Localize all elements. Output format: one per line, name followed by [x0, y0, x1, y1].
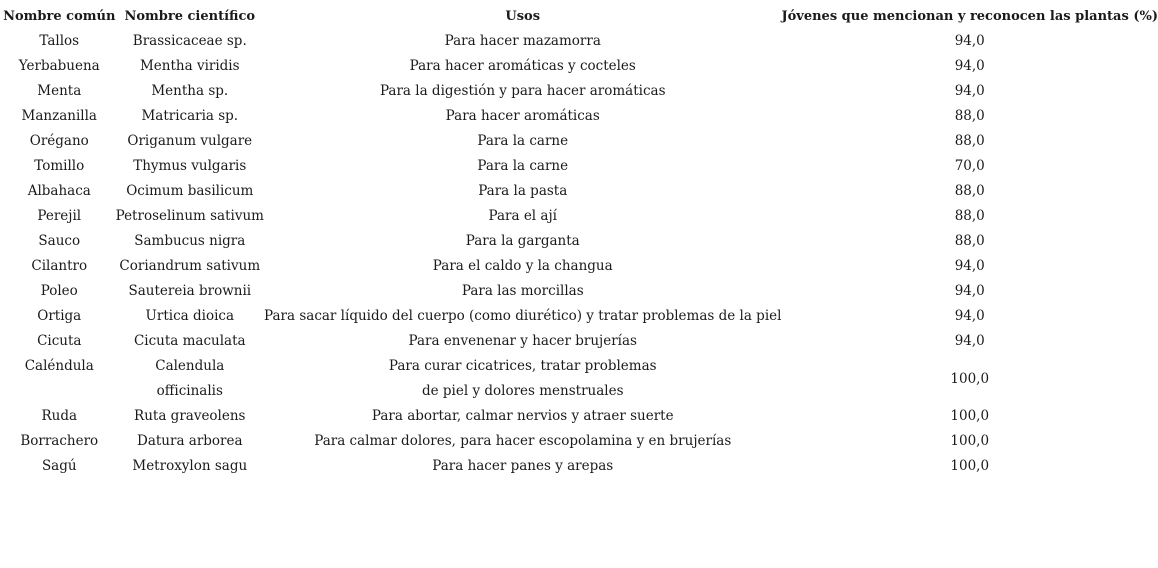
- table-row: [3, 79, 1158, 104]
- cell-uses: [264, 104, 781, 129]
- table-body: [3, 29, 1158, 479]
- scientific-name-line: Metroxylon sagu: [132, 458, 248, 474]
- cell-scientific-name: [116, 404, 265, 429]
- cell-scientific-name: [116, 54, 265, 79]
- cell-uses: [264, 129, 781, 154]
- scientific-name-line: Coriandrum sativum: [119, 258, 261, 274]
- header-scientific-name: Nombre científico: [124, 9, 256, 24]
- header-common-name: Nombre común: [3, 9, 116, 24]
- cell-percent: 94,0: [954, 258, 985, 274]
- cell-scientific-name: [116, 129, 265, 154]
- cell-uses: [264, 204, 781, 229]
- cell-scientific-name: [116, 329, 265, 354]
- table-row: [3, 129, 1158, 154]
- cell-common-name: Cilantro: [31, 258, 88, 274]
- table-row: [3, 54, 1158, 79]
- uses-line: Para hacer mazamorra: [444, 33, 601, 49]
- table-row: [3, 279, 1158, 304]
- scientific-name-line: Origanum vulgare: [127, 133, 253, 149]
- cell-uses: [264, 179, 781, 204]
- cell-scientific-name: [116, 354, 265, 404]
- header-percent: Jóvenes que mencionan y reconocen las plantas (%): [781, 9, 1158, 24]
- uses-line: Para hacer aromáticas: [445, 108, 600, 124]
- cell-uses: [264, 54, 781, 79]
- cell-common-name: Orégano: [29, 133, 89, 149]
- cell-common-name: Sauco: [38, 233, 81, 249]
- scientific-name-line: Petroselinum sativum: [115, 208, 264, 224]
- cell-percent: 100,0: [950, 370, 990, 387]
- cell-percent: 88,0: [954, 133, 985, 149]
- cell-scientific-name: [116, 179, 265, 204]
- cell-common-name: Cicuta: [37, 333, 82, 349]
- cell-common-name: Tomillo: [34, 158, 85, 174]
- plants-table: [3, 4, 1158, 479]
- scientific-name-line: Mentha viridis: [139, 58, 240, 74]
- cell-scientific-name: [116, 204, 265, 229]
- cell-uses: [264, 454, 781, 479]
- uses-line: Para el caldo y la changua: [432, 258, 613, 274]
- cell-uses: [264, 329, 781, 354]
- cell-scientific-name: [116, 154, 265, 179]
- uses-line: Para el ají: [488, 208, 557, 224]
- uses-line: Para la pasta: [478, 183, 568, 199]
- cell-percent: 94,0: [954, 58, 985, 74]
- table-header-row: [3, 4, 1158, 29]
- cell-percent: 88,0: [954, 208, 985, 224]
- scientific-name-line: Brassicaceae sp.: [132, 33, 247, 49]
- cell-uses: [264, 279, 781, 304]
- uses-line: Para abortar, calmar nervios y atraer suerte: [371, 408, 674, 424]
- cell-common-name: Poleo: [40, 283, 78, 299]
- cell-scientific-name: [116, 254, 265, 279]
- cell-scientific-name: [116, 304, 265, 329]
- uses-line: Para curar cicatrices, tratar problemas: [388, 358, 657, 374]
- uses-line: Para la garganta: [465, 233, 580, 249]
- cell-common-name: Perejil: [37, 208, 82, 224]
- cell-percent: 94,0: [954, 83, 985, 99]
- cell-common-name: Ruda: [41, 408, 78, 424]
- uses-line: de piel y dolores menstruales: [421, 383, 624, 399]
- uses-line: Para envenenar y hacer brujerías: [408, 333, 637, 349]
- cell-common-name: Tallos: [39, 33, 80, 49]
- scientific-name-line: officinalis: [156, 383, 223, 399]
- table-row: [3, 204, 1158, 229]
- cell-percent: 70,0: [954, 158, 985, 174]
- cell-uses: [264, 229, 781, 254]
- uses-line: Para calmar dolores, para hacer escopolamina y en brujerías: [314, 433, 732, 449]
- scientific-name-line: Sautereia brownii: [128, 283, 252, 299]
- cell-scientific-name: [116, 229, 265, 254]
- table-row: [3, 429, 1158, 454]
- scientific-name-line: Calendula: [155, 358, 225, 374]
- scientific-name-line: Sambucus nigra: [134, 233, 246, 249]
- cell-common-name: Albahaca: [27, 183, 91, 199]
- scientific-name-line: Ruta graveolens: [134, 408, 246, 424]
- table-row: [3, 454, 1158, 479]
- cell-percent: 88,0: [954, 233, 985, 249]
- cell-scientific-name: [116, 429, 265, 454]
- uses-line: Para la carne: [477, 158, 569, 174]
- table-row: [3, 154, 1158, 179]
- cell-scientific-name: [116, 454, 265, 479]
- cell-uses: [264, 354, 781, 404]
- scientific-name-line: Ocimum basilicum: [126, 183, 254, 199]
- uses-line: Para hacer panes y arepas: [432, 458, 614, 474]
- cell-percent: 88,0: [954, 108, 985, 124]
- table-row: [3, 404, 1158, 429]
- table-row: [3, 104, 1158, 129]
- cell-uses: [264, 154, 781, 179]
- cell-common-name: Yerbabuena: [18, 58, 100, 74]
- table-row: [3, 354, 1158, 404]
- header-uses: Usos: [505, 9, 541, 24]
- table-row: [3, 229, 1158, 254]
- cell-common-name: Menta: [37, 83, 82, 99]
- cell-common-name: Ortiga: [37, 308, 82, 324]
- uses-line: Para hacer aromáticas y cocteles: [409, 58, 636, 74]
- scientific-name-line: Datura arborea: [137, 433, 243, 449]
- cell-scientific-name: [116, 279, 265, 304]
- table-row: [3, 254, 1158, 279]
- cell-percent: 94,0: [954, 333, 985, 349]
- cell-common-name: Borrachero: [20, 433, 99, 449]
- scientific-name-line: Urtica dioica: [145, 308, 235, 324]
- scientific-name-line: Matricaria sp.: [141, 108, 239, 124]
- cell-uses: [264, 304, 781, 329]
- cell-common-name: Manzanilla: [21, 108, 97, 124]
- cell-uses: [264, 254, 781, 279]
- cell-percent: 94,0: [954, 33, 985, 49]
- uses-line: Para sacar líquido del cuerpo (como diurético) y tratar problemas de la piel: [264, 308, 782, 324]
- cell-percent: 94,0: [954, 283, 985, 299]
- cell-percent: 100,0: [950, 433, 990, 449]
- uses-line: Para las morcillas: [461, 283, 584, 299]
- scientific-name-line: Cicuta maculata: [133, 333, 246, 349]
- table-row: [3, 29, 1158, 54]
- cell-common-name: Caléndula: [24, 358, 94, 374]
- cell-scientific-name: [116, 104, 265, 129]
- cell-scientific-name: [116, 79, 265, 104]
- cell-percent: 100,0: [950, 458, 990, 474]
- table-row: [3, 179, 1158, 204]
- scientific-name-line: Mentha sp.: [151, 83, 229, 99]
- cell-scientific-name: [116, 29, 265, 54]
- cell-percent: 100,0: [950, 408, 990, 424]
- uses-line: Para la digestión y para hacer aromáticas: [379, 83, 666, 99]
- cell-common-name: Sagú: [41, 458, 77, 474]
- table-row: [3, 329, 1158, 354]
- cell-percent: 88,0: [954, 183, 985, 199]
- cell-percent: 94,0: [954, 308, 985, 324]
- cell-uses: [264, 79, 781, 104]
- cell-uses: [264, 404, 781, 429]
- table-row: [3, 304, 1158, 329]
- scientific-name-line: Thymus vulgaris: [133, 158, 247, 174]
- uses-line: Para la carne: [477, 133, 569, 149]
- cell-uses: [264, 429, 781, 454]
- cell-uses: [264, 29, 781, 54]
